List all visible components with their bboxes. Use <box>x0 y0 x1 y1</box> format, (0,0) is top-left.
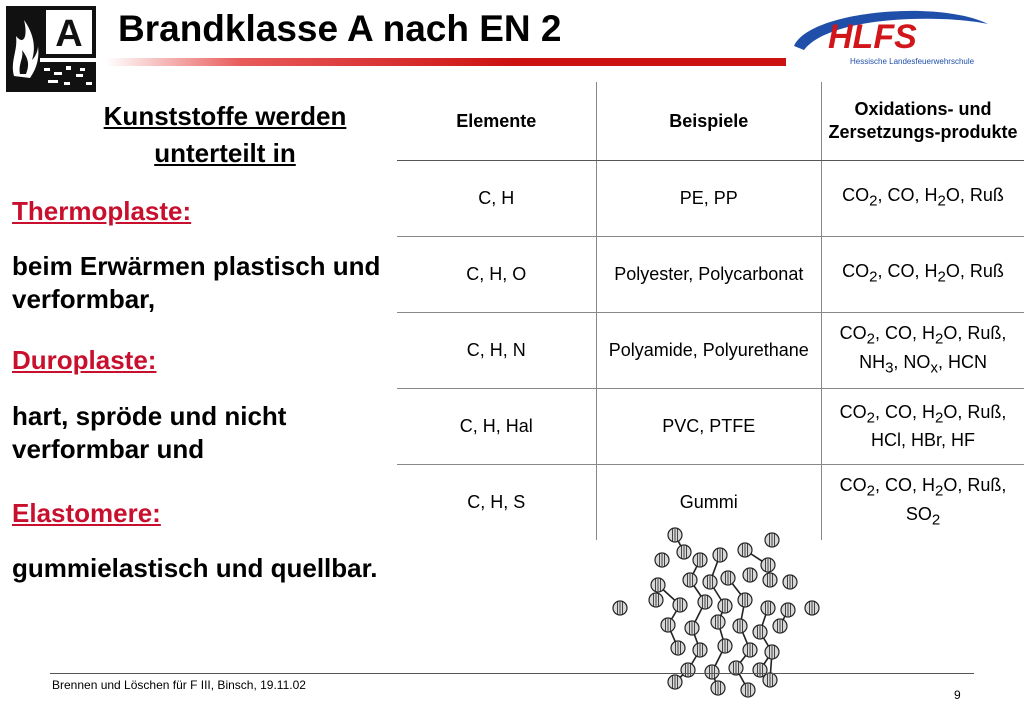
title-underline-bar <box>106 58 786 66</box>
plastics-table <box>397 82 1024 540</box>
column-header-produkte: Oxidations- und Zersetzungs-produkte <box>822 82 1024 161</box>
fire-class-a-icon <box>6 6 96 92</box>
molecule-atom <box>761 558 775 572</box>
fire-class-letter: A <box>55 13 83 55</box>
group-desc-thermoplaste: beim Erwärmen plastisch und verformbar, <box>12 251 381 314</box>
molecule-atom <box>683 573 697 587</box>
molecule-atom <box>661 618 675 632</box>
molecule-atom <box>738 593 752 607</box>
molecule-atom <box>753 625 767 639</box>
molecule-atom <box>668 675 682 689</box>
column-header-elemente: Elemente <box>397 82 596 161</box>
molecule-atom <box>733 619 747 633</box>
molecule-atom <box>651 578 665 592</box>
molecule-atom <box>765 533 779 547</box>
column-header-beispiele: Beispiele <box>596 82 822 161</box>
page-title: Brandklasse A nach EN 2 <box>118 8 562 49</box>
cell-beispiele: Polyester, Polycarbonat <box>596 237 822 313</box>
table-header-row <box>397 82 1024 161</box>
molecule-atom <box>721 571 735 585</box>
cell-produkte: $CO_2$, CO, $H_2O$, Ruß, $SO_2$ <box>822 465 1024 541</box>
cell-beispiele: PVC, PTFE <box>596 389 822 465</box>
molecule-atom <box>677 545 691 559</box>
cell-produkte: $CO_2$, CO, $H_2O$, Ruß <box>822 237 1024 313</box>
cell-elemente: C, H, S <box>467 492 526 512</box>
molecule-atom <box>668 528 682 542</box>
molecule-atom <box>685 621 699 635</box>
molecule-atom <box>711 681 725 695</box>
molecule-atom <box>705 665 719 679</box>
molecule-atom <box>743 568 757 582</box>
molecule-atom <box>783 575 797 589</box>
cell-elemente: C, H, N <box>397 313 596 389</box>
footer-text: Brennen und Löschen für F III, Binsch, 19.11.02 <box>52 678 306 692</box>
molecule-atom <box>703 575 717 589</box>
molecule-atom <box>693 643 707 657</box>
cell-elemente: C, H <box>397 161 596 237</box>
molecule-atom <box>761 601 775 615</box>
molecule-atom <box>805 601 819 615</box>
footer-divider <box>50 673 974 674</box>
group-desc-elastomere: gummielastisch und quellbar. <box>12 553 378 583</box>
molecule-atom <box>711 615 725 629</box>
cell-beispiele: PE, PP <box>596 161 822 237</box>
molecule-atom <box>655 553 669 567</box>
molecule-atom <box>743 643 757 657</box>
cell-produkte: $CO_2$, CO, $H_2O$, Ruß <box>822 161 1024 237</box>
section-heading: Kunststoffe werden unterteilt in <box>103 101 347 168</box>
molecule-atom <box>671 641 685 655</box>
cell-beispiele: Gummi <box>596 465 822 541</box>
cell-produkte: $CO_2$, CO, $H_2O$, Ruß, HCl, HBr, HF <box>822 389 1024 465</box>
molecule-atom <box>681 663 695 677</box>
logo-text: HLFS <box>828 18 917 56</box>
table-row <box>397 313 1024 389</box>
group-name-elastomere: Elastomere: <box>12 498 161 528</box>
group-name-thermoplaste: Thermoplaste: <box>12 196 192 226</box>
molecule-atom <box>713 548 727 562</box>
hlfs-logo <box>790 6 990 70</box>
cell-produkte: $CO_2$, CO, $H_2O$, Ruß, $NH_3$, $NO_x$, HCN <box>822 313 1024 389</box>
page-number: 9 <box>954 688 961 702</box>
cell-elemente: C, H, Hal <box>397 389 596 465</box>
group-name-duroplaste: Duroplaste: <box>12 345 157 375</box>
group-desc-duroplaste: hart, spröde und nicht verformbar und <box>12 401 287 464</box>
cell-beispiele: Polyamide, Polyurethane <box>596 313 822 389</box>
molecule-atom <box>763 573 777 587</box>
molecule-atom <box>693 553 707 567</box>
molecule-atom <box>649 593 663 607</box>
molecule-atom <box>613 601 627 615</box>
table-row <box>397 237 1024 313</box>
table-row <box>397 161 1024 237</box>
molecule-atom <box>773 619 787 633</box>
molecule-atom <box>765 645 779 659</box>
molecule-atom <box>718 639 732 653</box>
molecule-atom <box>718 599 732 613</box>
molecule-atom <box>741 683 755 697</box>
logo-subtitle: Hessische Landesfeuerwehrschule <box>850 57 975 66</box>
molecule-atom <box>673 598 687 612</box>
molecule-atom <box>738 543 752 557</box>
molecule-atom <box>763 673 777 687</box>
table-row <box>397 389 1024 465</box>
molecule-atom <box>698 595 712 609</box>
cell-elemente: C, H, O <box>397 237 596 313</box>
molecule-atom <box>781 603 795 617</box>
